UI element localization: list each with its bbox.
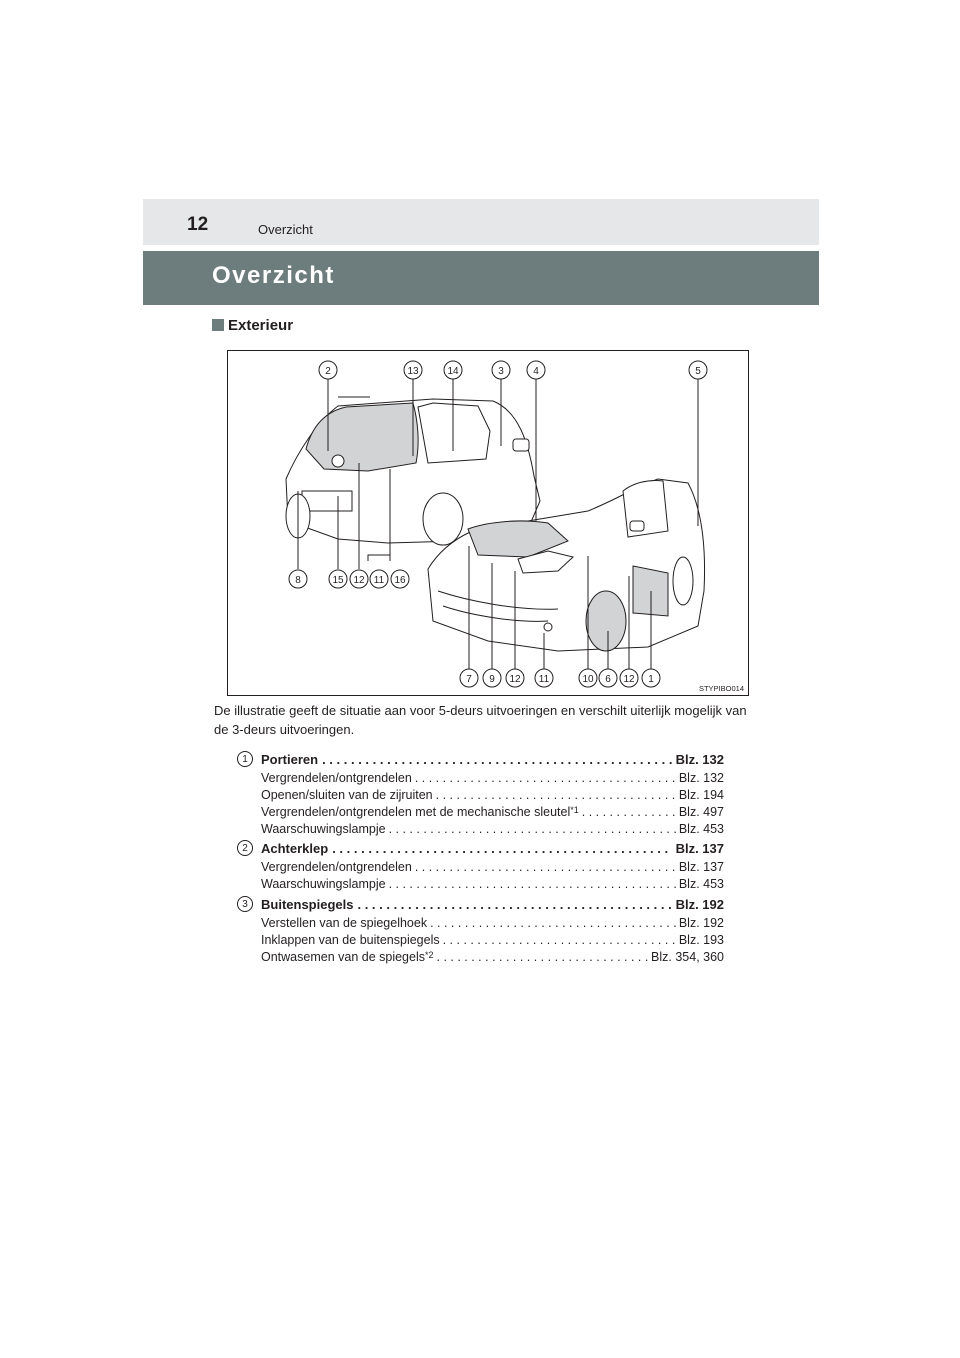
callout-label: 13 — [407, 366, 419, 377]
dot-leader — [430, 916, 676, 930]
entry-page-ref[interactable]: Blz. 192 — [675, 897, 724, 912]
entry-number: 2 — [237, 840, 253, 856]
callout-label: 16 — [394, 575, 406, 586]
sub-item-text: Inklappen van de buitenspiegels — [261, 933, 440, 947]
sub-item — [261, 916, 724, 930]
callout-label: 1 — [648, 674, 654, 685]
sub-item-page-ref[interactable]: Blz. 192 — [678, 916, 724, 930]
sub-item — [261, 933, 724, 947]
sub-item-text: Openen/sluiten van de zijruiten — [261, 788, 433, 802]
dot-leader — [436, 788, 676, 802]
entry-heading — [261, 841, 724, 858]
callout-label: 6 — [605, 674, 611, 685]
sub-item-text: Waarschuwingslampje — [261, 877, 386, 891]
sub-item — [261, 822, 724, 836]
dot-leader — [332, 841, 671, 858]
sub-item — [261, 950, 724, 964]
footnote-marker: *2 — [424, 950, 434, 960]
sub-item — [261, 805, 724, 819]
entry-label: Buitenspiegels — [261, 897, 354, 912]
dot-leader — [322, 752, 672, 769]
sub-item-text: Waarschuwingslampje — [261, 822, 386, 836]
callout-label: 12 — [509, 674, 521, 685]
callout-label: 14 — [447, 366, 459, 377]
sub-item-page-ref[interactable]: Blz. 497 — [678, 805, 724, 819]
sub-item-page-ref[interactable]: Blz. 132 — [678, 771, 724, 785]
sub-item-text: Ontwasemen van de spiegels — [261, 950, 425, 964]
entry-heading — [261, 897, 724, 914]
entry-number: 3 — [237, 896, 253, 912]
sub-item-text: Vergrendelen/ontgrendelen met de mechanische sleutel — [261, 805, 571, 819]
entry-heading — [261, 752, 724, 769]
page-number: 12 — [187, 214, 209, 235]
callout-label: 15 — [332, 575, 344, 586]
callout-label: 9 — [489, 674, 495, 685]
dot-leader — [415, 860, 676, 874]
sub-item-page-ref[interactable]: Blz. 137 — [678, 860, 724, 874]
dot-leader — [437, 950, 649, 964]
callout-label: 4 — [533, 366, 539, 377]
callout-label: 2 — [325, 366, 331, 377]
callout-label: 12 — [623, 674, 635, 685]
exterior-illustration — [227, 350, 749, 696]
callout-label: 11 — [373, 575, 385, 586]
sub-item — [261, 788, 724, 802]
figure-caption: De illustratie geeft de situatie aan voor 5-deurs uitvoeringen en verschilt uiterlijk mogelijk van de 3-deurs uitvoeringen. — [214, 703, 747, 737]
sub-item — [261, 860, 724, 874]
dot-leader — [389, 877, 676, 891]
entry-label: Achterklep — [261, 841, 329, 856]
header-band — [143, 199, 819, 245]
dot-leader — [357, 897, 671, 914]
running-head: Overzicht — [258, 222, 313, 237]
callout-label: 7 — [466, 674, 472, 685]
section-marker-icon — [212, 319, 224, 331]
footnote-marker: *1 — [570, 805, 579, 815]
dot-leader — [389, 822, 676, 836]
figure-code: STYPIBO014 — [698, 684, 744, 693]
section-heading: Exterieur — [228, 317, 294, 334]
sub-item-text: Verstellen van de spiegelhoek — [261, 916, 428, 930]
sub-item-page-ref[interactable]: Blz. 354, 360 — [651, 950, 724, 964]
dot-leader — [582, 805, 676, 819]
entry-page-ref[interactable]: Blz. 137 — [675, 841, 724, 856]
dot-leader — [443, 933, 676, 947]
callout-label: 3 — [498, 366, 504, 377]
sub-item-page-ref[interactable]: Blz. 453 — [678, 877, 724, 891]
callout-label: 5 — [695, 366, 701, 377]
page-title: Overzicht — [212, 262, 335, 289]
car-drawing — [228, 351, 748, 695]
sub-item — [261, 771, 724, 785]
sub-item-text: Vergrendelen/ontgrendelen — [261, 860, 412, 874]
sub-item-text: Vergrendelen/ontgrendelen — [261, 771, 412, 785]
callout-label: 10 — [582, 674, 594, 685]
sub-item — [261, 877, 724, 891]
callout-label: 8 — [295, 575, 301, 586]
dot-leader — [415, 771, 676, 785]
entry-number: 1 — [237, 751, 253, 767]
entry-page-ref[interactable]: Blz. 132 — [675, 752, 724, 767]
sub-item-page-ref[interactable]: Blz. 453 — [678, 822, 724, 836]
sub-item-page-ref[interactable]: Blz. 194 — [678, 788, 724, 802]
callout-label: 11 — [538, 674, 550, 685]
callout-label: 12 — [353, 575, 365, 586]
sub-item-page-ref[interactable]: Blz. 193 — [678, 933, 724, 947]
entry-label: Portieren — [261, 752, 319, 767]
